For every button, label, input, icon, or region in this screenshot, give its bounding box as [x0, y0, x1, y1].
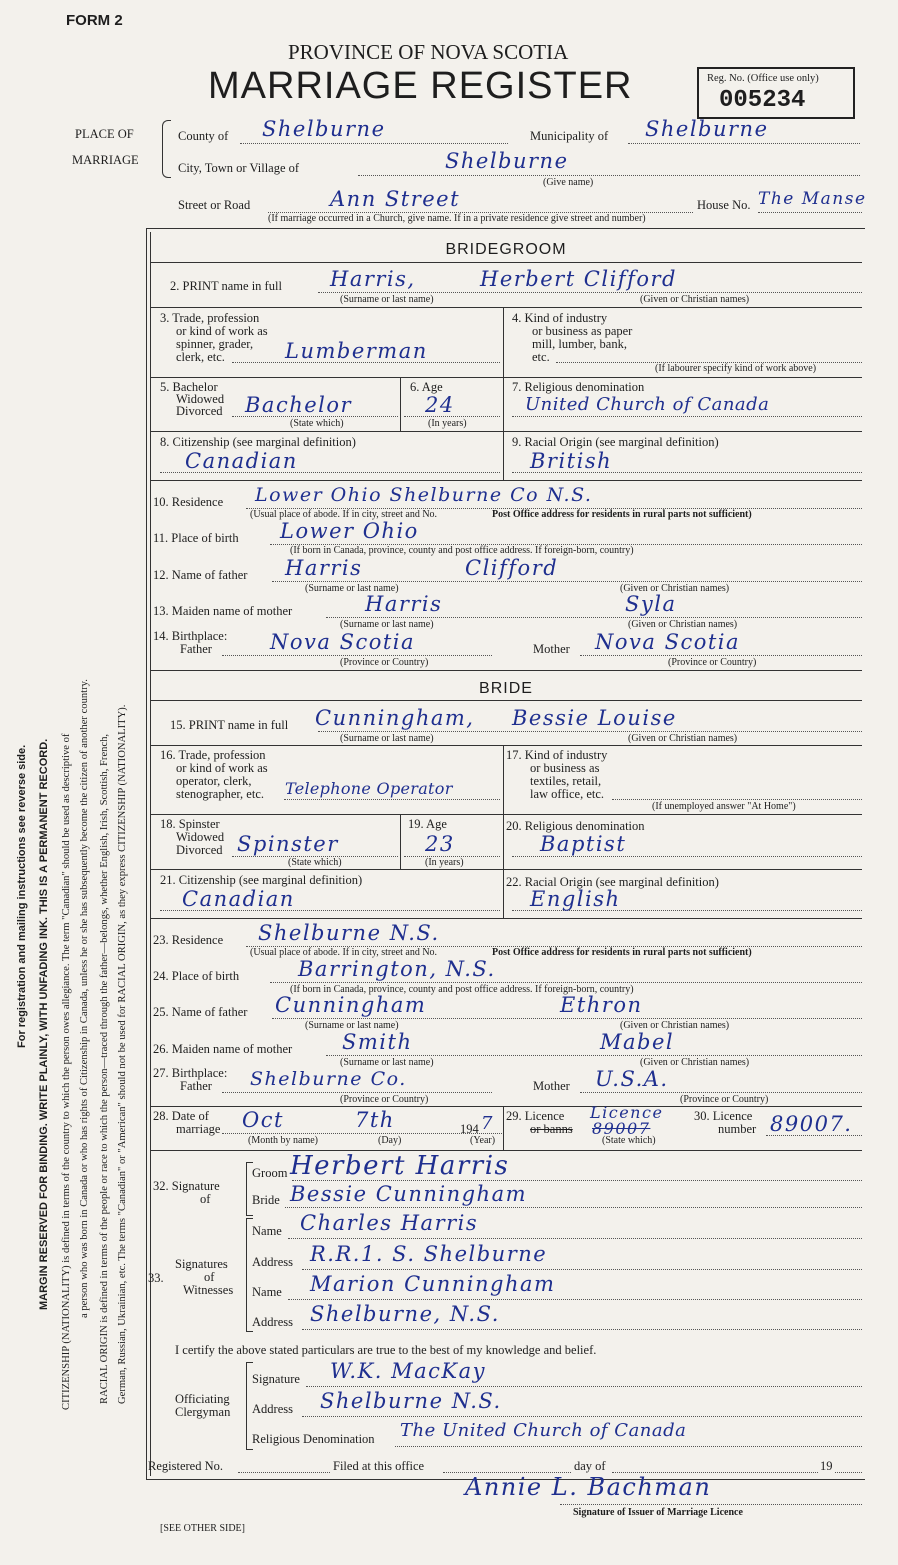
witness-no: 33.: [148, 1271, 164, 1285]
reg-no-value: 005234: [719, 87, 806, 114]
bride-father-surname[interactable]: Cunningham: [275, 993, 427, 1017]
issuer-signature[interactable]: Annie L. Bachman: [465, 1473, 712, 1501]
bride-trade-label-1: 16. Trade, profession: [160, 748, 266, 762]
groom-citizenship-label: 8. Citizenship (see marginal definition): [160, 435, 356, 449]
w2-name-label: Name: [252, 1285, 282, 1299]
reg-no-label: Reg. No. (Office use only): [707, 73, 819, 84]
bride-trade[interactable]: Telephone Operator: [285, 779, 453, 798]
bride-status-label-3: Divorced: [176, 843, 223, 857]
bride-residence-hint-2: Post Office address for residents in rural parts not sufficient): [492, 947, 752, 958]
groom-mother-surname[interactable]: Harris: [365, 592, 443, 616]
groom-religion[interactable]: United Church of Canada: [525, 394, 770, 415]
groom-status-label-1: 5. Bachelor: [160, 380, 218, 394]
groom-trade-label-4: clerk, etc.: [176, 350, 225, 364]
groom-industry-label-2: or business as paper: [532, 324, 633, 338]
groom-trade[interactable]: Lumberman: [285, 339, 428, 363]
bride-residence[interactable]: Shelburne N.S.: [258, 921, 440, 945]
house-label: House No.: [697, 198, 751, 212]
groom-mother-given-hint: (Given or Christian names): [628, 619, 738, 630]
see-other-side: [SEE OTHER SIDE]: [160, 1523, 245, 1534]
bride-age[interactable]: 23: [425, 832, 455, 856]
groom-sig-label: Groom: [252, 1166, 288, 1180]
bride-mother-surname[interactable]: Smith: [342, 1030, 413, 1054]
bride-religion-label: 20. Religious denomination: [506, 819, 645, 833]
bride-father-label: 25. Name of father: [153, 1005, 248, 1019]
bride-bp-father-label: Father: [180, 1079, 212, 1093]
groom-trade-label-1: 3. Trade, profession: [160, 311, 260, 325]
bride-residence-hint-1: (Usual place of abode. If in city, street and No.: [250, 947, 438, 958]
bride-signature[interactable]: Bessie Cunningham: [290, 1182, 528, 1206]
state-which: (State which): [602, 1135, 656, 1146]
licence-label-2: or banns: [530, 1122, 573, 1136]
bride-heading: BRIDE: [479, 680, 533, 697]
groom-given[interactable]: Herbert Clifford: [480, 267, 677, 291]
house-value[interactable]: The Manse: [758, 189, 867, 209]
groom-birth-hint: (If born in Canada, province, county and post office address. If foreign-born, country): [290, 545, 634, 556]
groom-given-hint: (Given or Christian names): [640, 294, 750, 305]
groom-status-label-2: Widowed: [176, 392, 225, 406]
county-value[interactable]: Shelburne: [262, 117, 386, 141]
bride-status[interactable]: Spinster: [237, 832, 339, 856]
groom-age-label: 6. Age: [410, 380, 443, 394]
bride-father-surname-hint: (Surname or last name): [305, 1020, 399, 1031]
bride-status-label-1: 18. Spinster: [160, 817, 220, 831]
clergy-sig-label: Signature: [252, 1372, 300, 1386]
w1-name-label: Name: [252, 1224, 282, 1238]
bride-residence-label: 23. Residence: [153, 933, 224, 947]
year-hint: (Year): [470, 1135, 496, 1146]
bride-sig-label: Bride: [252, 1193, 280, 1207]
groom-age-hint: (In years): [428, 418, 467, 429]
groom-racial[interactable]: British: [530, 449, 613, 473]
bride-industry-label-2: or business as: [530, 761, 600, 775]
w1-address-label: Address: [252, 1255, 293, 1269]
groom-racial-label: 9. Racial Origin (see marginal definition): [512, 435, 719, 449]
bride-given-hint: (Given or Christian names): [628, 733, 738, 744]
municipality-value[interactable]: Shelburne: [645, 117, 769, 141]
city-label: City, Town or Village of: [178, 161, 300, 175]
province-title: PROVINCE OF NOVA SCOTIA: [288, 40, 569, 64]
bride-status-hint: (State which): [288, 857, 342, 868]
groom-bp-mother-hint: (Province or Country): [668, 657, 757, 668]
clergy-address-label: Address: [252, 1402, 293, 1416]
month-hint: (Month by name): [248, 1135, 318, 1146]
groom-residence-hint-1: (Usual place of abode. If in city, street and No.: [250, 509, 438, 520]
groom-name-label: 2. PRINT name in full: [170, 279, 282, 293]
groom-residence[interactable]: Lower Ohio Shelburne Co N.S.: [255, 484, 593, 506]
witness-label-3: Witnesses: [183, 1283, 234, 1297]
margin-line-3: CITIZENSHIP (NATIONALITY) is defined in terms of the country to which the person owes allegiance. The term "Canadian" should be used as descriptive of: [61, 733, 72, 1410]
w1-name[interactable]: Charles Harris: [300, 1211, 479, 1235]
licence-label-1: 29. Licence: [506, 1109, 565, 1123]
groom-signature[interactable]: Herbert Harris: [290, 1151, 510, 1181]
groom-residence-label: 10. Residence: [153, 495, 224, 509]
bride-industry-label-1: 17. Kind of industry: [506, 748, 608, 762]
city-value[interactable]: Shelburne: [445, 149, 569, 173]
reg-no-box: [697, 67, 855, 119]
bride-surname-hint: (Surname or last name): [340, 733, 434, 744]
witness-label-2: of: [204, 1270, 215, 1284]
marriage-day[interactable]: 7th: [355, 1108, 395, 1132]
groom-birth-label: 11. Place of birth: [153, 531, 239, 545]
bride-citizenship-label: 21. Citizenship (see marginal definition): [160, 873, 363, 887]
clergy-signature[interactable]: W.K. MacKay: [330, 1359, 486, 1383]
groom-status-hint: (State which): [290, 418, 344, 429]
bride-birth[interactable]: Barrington, N.S.: [298, 957, 496, 981]
groom-citizenship[interactable]: Canadian: [185, 449, 298, 473]
certify-statement: I certify the above stated particulars are true to the best of my knowledge and belief.: [175, 1343, 597, 1357]
bride-birthplace-label: 27. Birthplace:: [153, 1066, 228, 1080]
groom-birthplace-label: 14. Birthplace:: [153, 629, 228, 643]
groom-surname[interactable]: Harris,: [330, 267, 416, 291]
bride-industry-hint: (If unemployed answer "At Home"): [652, 801, 796, 812]
bride-trade-label-3: operator, clerk,: [176, 774, 252, 788]
form-number: FORM 2: [66, 12, 123, 29]
w2-address-label: Address: [252, 1315, 293, 1329]
bride-age-label: 19. Age: [408, 817, 447, 831]
w1-address[interactable]: R.R.1. S. Shelburne: [310, 1242, 548, 1266]
groom-religion-label: 7. Religious denomination: [512, 380, 645, 394]
date-label-1: 28. Date of: [153, 1109, 209, 1123]
bride-bp-mother-hint: (Province or Country): [680, 1094, 769, 1105]
year-label: 19: [820, 1459, 833, 1473]
bride-trade-label-2: or kind of work as: [176, 761, 268, 775]
bride-birth-hint: (If born in Canada, province, county and post office address. If foreign-born, country): [290, 984, 634, 995]
groom-trade-label-2: or kind of work as: [176, 324, 268, 338]
licence-no-label-1: 30. Licence: [694, 1109, 753, 1123]
groom-mother-surname-hint: (Surname or last name): [340, 619, 434, 630]
officiating-label-2: Clergyman: [175, 1405, 231, 1419]
bride-status-label-2: Widowed: [176, 830, 225, 844]
bride-surname[interactable]: Cunningham,: [315, 706, 475, 730]
groom-industry-hint: (If labourer specify kind of work above): [655, 363, 817, 374]
bride-name-label: 15. PRINT name in full: [170, 718, 289, 732]
bride-mother-surname-hint: (Surname or last name): [340, 1057, 434, 1068]
bride-industry-label-4: law office, etc.: [530, 787, 605, 801]
bride-birth-label: 24. Place of birth: [153, 969, 240, 983]
street-value[interactable]: Ann Street: [330, 187, 461, 211]
day-hint: (Day): [378, 1135, 402, 1146]
bride-trade-label-4: stenographer, etc.: [176, 787, 265, 801]
municipality-label: Municipality of: [530, 129, 609, 143]
witness-label-1: Signatures: [175, 1257, 228, 1271]
street-label: Street or Road: [178, 198, 251, 212]
groom-industry-label-4: etc.: [532, 350, 550, 364]
groom-industry-label-1: 4. Kind of industry: [512, 311, 608, 325]
street-hint: (If marriage occurred in a Church, give name. If in a private residence give street and number): [268, 213, 646, 224]
groom-trade-label-3: spinner, grader,: [176, 337, 254, 351]
filed-label: Filed at this office: [333, 1459, 425, 1473]
clergy-address[interactable]: Shelburne N.S.: [320, 1389, 502, 1413]
officiating-label-1: Officiating: [175, 1392, 230, 1406]
clergy-denomination[interactable]: The United Church of Canada: [400, 1420, 687, 1441]
denom-label: Religious Denomination: [252, 1432, 375, 1446]
w2-address[interactable]: Shelburne, N.S.: [310, 1302, 500, 1326]
groom-bp-mother-label: Mother: [533, 642, 570, 656]
licence-struck: 89007: [592, 1119, 651, 1138]
margin-line-1: For registration and mailing instructions see reverse side.: [16, 744, 28, 1048]
licence-type[interactable]: Licence: [590, 1103, 664, 1122]
place-label-2: MARRIAGE: [72, 153, 139, 167]
county-label: County of: [178, 129, 229, 143]
date-label-2: marriage: [176, 1122, 221, 1136]
place-label-1: PLACE OF: [75, 127, 134, 141]
bride-father-given[interactable]: Ethron: [560, 993, 643, 1017]
groom-mother-given[interactable]: Syla: [625, 592, 677, 616]
groom-father-given[interactable]: Clifford: [465, 556, 559, 580]
place-brace: [162, 120, 171, 178]
groom-father-label: 12. Name of father: [153, 568, 248, 582]
margin-line-6: German, Russian, Ukrainian, etc. The terms "Canadian" or "American" should not be used for RACIAL ORIGIN, as they express CITIZENSHIP (NATIONALITY).: [117, 704, 128, 1404]
bride-religion[interactable]: Baptist: [540, 832, 627, 856]
marriage-month[interactable]: Oct: [242, 1108, 284, 1132]
marriage-year-suffix[interactable]: 7: [481, 1113, 494, 1134]
groom-status[interactable]: Bachelor: [245, 393, 353, 417]
bride-bp-mother[interactable]: U.S.A.: [595, 1067, 669, 1091]
page-title: MARRIAGE REGISTER: [208, 65, 633, 107]
bride-age-hint: (In years): [425, 857, 464, 868]
groom-bp-father-hint: (Province or Country): [340, 657, 429, 668]
groom-industry-label-3: mill, lumber, bank,: [532, 337, 627, 351]
licence-number[interactable]: 89007.: [770, 1112, 853, 1136]
registered-label: Registered No.: [148, 1459, 223, 1473]
city-hint: (Give name): [543, 177, 594, 188]
bridegroom-heading: BRIDEGROOM: [445, 241, 567, 258]
sig-label-1: 32. Signature: [153, 1179, 220, 1193]
groom-birth[interactable]: Lower Ohio: [280, 519, 419, 543]
groom-surname-hint: (Surname or last name): [340, 294, 434, 305]
sig-label-2: of: [200, 1192, 211, 1206]
bride-mother-given[interactable]: Mabel: [600, 1030, 675, 1054]
bride-racial-label: 22. Racial Origin (see marginal definition): [506, 875, 719, 889]
groom-bp-mother[interactable]: Nova Scotia: [595, 630, 741, 654]
bride-given[interactable]: Bessie Louise: [512, 706, 677, 730]
groom-father-surname-hint: (Surname or last name): [305, 583, 399, 594]
licence-no-label-2: number: [718, 1122, 757, 1136]
groom-status-label-3: Divorced: [176, 404, 223, 418]
day-of-label: day of: [574, 1459, 606, 1473]
groom-residence-hint-2: Post Office address for residents in rural parts not sufficient): [492, 509, 752, 520]
groom-father-given-hint: (Given or Christian names): [620, 583, 730, 594]
bride-mother-label: 26. Maiden name of mother: [153, 1042, 293, 1056]
margin-line-5: RACIAL ORIGIN is defined in terms of the people or race to which the person—traced through the father—belongs, whether English, Irish, Scottish, French,: [99, 733, 110, 1404]
bride-bp-father-hint: (Province or Country): [340, 1094, 429, 1105]
issuer-label: Signature of Issuer of Marriage Licence: [573, 1507, 743, 1518]
margin-line-2: MARGIN RESERVED FOR BINDING. WRITE PLAINLY, WITH UNFADING INK. THIS IS A PERMANENT RECORD.: [38, 738, 50, 1310]
groom-bp-father[interactable]: Nova Scotia: [270, 630, 416, 654]
groom-mother-label: 13. Maiden name of mother: [153, 604, 293, 618]
bride-industry-label-3: textiles, retail,: [530, 774, 602, 788]
bride-mother-given-hint: (Given or Christian names): [640, 1057, 750, 1068]
marriage-year-prefix: 194: [460, 1122, 479, 1136]
margin-line-4: a person who was born in Canada or who has rights of Citizenship in Canada, unless he or she has subsequently become the citizen of another country.: [79, 679, 90, 1318]
bride-racial[interactable]: English: [530, 887, 621, 911]
bride-bp-father[interactable]: Shelburne Co.: [250, 1068, 407, 1090]
bride-father-given-hint: (Given or Christian names): [620, 1020, 730, 1031]
bride-bp-mother-label: Mother: [533, 1079, 570, 1093]
groom-father-surname[interactable]: Harris: [285, 556, 363, 580]
groom-age[interactable]: 24: [425, 393, 455, 417]
groom-bp-father-label: Father: [180, 642, 212, 656]
bride-citizenship[interactable]: Canadian: [182, 887, 295, 911]
w2-name[interactable]: Marion Cunningham: [310, 1272, 556, 1296]
